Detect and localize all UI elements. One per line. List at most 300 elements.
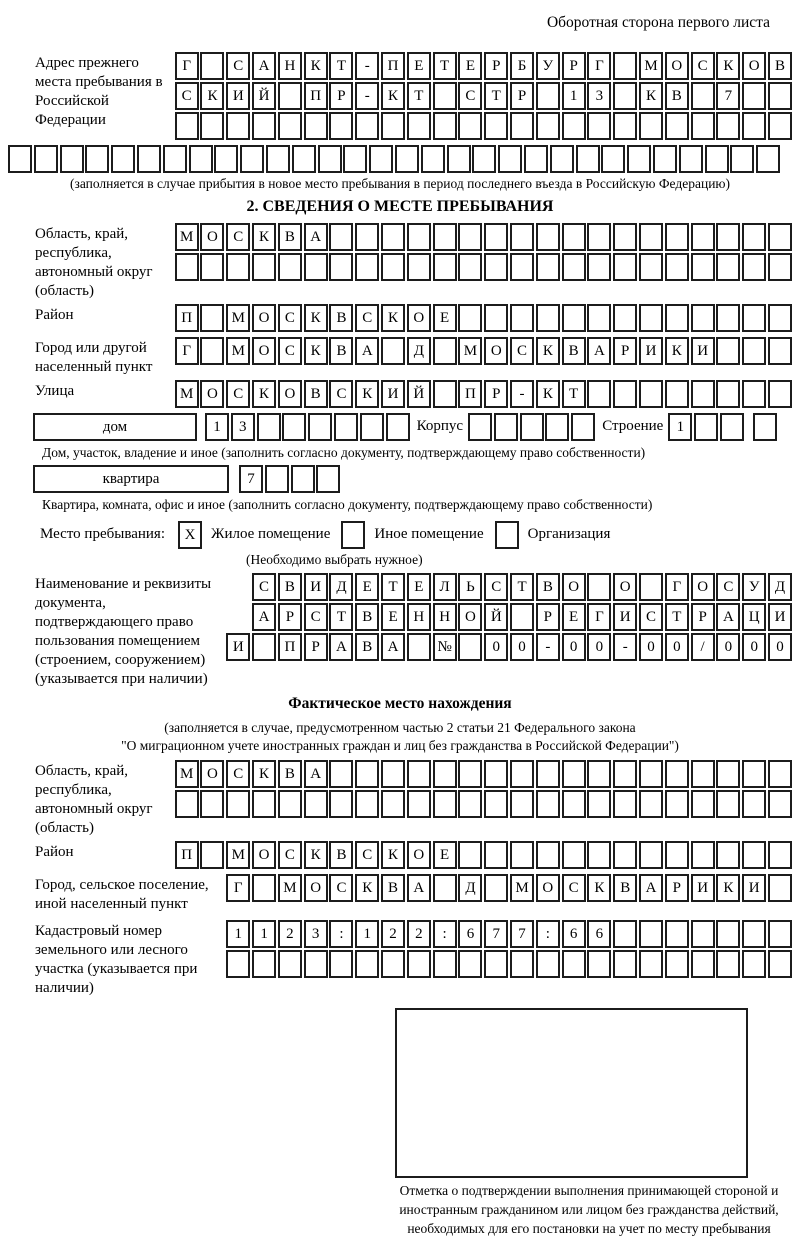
char-box: К [536,380,560,408]
char-box [587,841,611,869]
char-box [536,760,560,788]
char-box: М [175,380,199,408]
char-box: Р [562,52,586,80]
char-box [716,112,740,140]
char-box [665,790,689,818]
char-box: П [175,841,199,869]
char-box [587,253,611,281]
char-box [768,920,792,948]
char-box [587,380,611,408]
char-box [576,145,600,173]
char-box [407,950,431,978]
char-box: 3 [304,920,328,948]
char-box [472,145,496,173]
char-box [175,790,199,818]
char-box [265,465,289,493]
char-box: А [639,874,663,902]
char-box [768,253,792,281]
char-box [278,112,302,140]
actual-city-row [213,874,792,902]
char-box: К [536,337,560,365]
char-box [587,790,611,818]
char-box: Е [407,52,431,80]
char-box [613,841,637,869]
char-box: 2 [278,920,302,948]
char-box: И [768,603,792,631]
char-box: А [587,337,611,365]
confirmation-stamp-box [395,1008,748,1178]
char-box: О [742,52,766,80]
document-row-2 [223,603,792,631]
char-box [85,145,109,173]
char-box: А [252,52,276,80]
char-box: П [458,380,482,408]
char-box [355,790,379,818]
char-box: Е [458,52,482,80]
char-box [562,760,586,788]
street-row [173,380,792,408]
char-box: К [355,380,379,408]
cadastre-cells [223,920,792,980]
char-box [200,112,224,140]
char-box [562,304,586,332]
char-box [691,223,715,251]
char-box [510,760,534,788]
char-box [587,223,611,251]
char-box [562,950,586,978]
char-box [691,112,715,140]
char-box: В [304,380,328,408]
char-box: М [278,874,302,902]
char-box: С [329,874,353,902]
char-box: О [562,573,586,601]
char-box [278,790,302,818]
char-box: О [200,380,224,408]
char-box: О [200,223,224,251]
char-box [742,380,766,408]
char-box [484,112,508,140]
char-box: К [587,874,611,902]
char-box [550,145,574,173]
char-box [742,760,766,788]
char-box: И [226,82,250,110]
char-box [639,841,663,869]
char-box [304,112,328,140]
char-box: О [252,337,276,365]
char-box: Р [484,380,508,408]
char-box: - [613,633,637,661]
house-note: Дом, участок, владение и иное (заполнить согласно документу, подтверждающему право собственности) [42,444,646,460]
char-box [639,223,663,251]
char-box: Р [665,874,689,902]
char-box [458,950,482,978]
char-box [742,337,766,365]
char-box [226,112,250,140]
char-box: Е [433,304,457,332]
section3-note-line1: (заполняется в случае, предусмотренном частью 2 статьи 21 Федерального закона [164,720,636,735]
char-box: Д [329,573,353,601]
char-box [639,253,663,281]
char-box [536,790,560,818]
char-box [742,304,766,332]
char-box [381,112,405,140]
char-box [458,841,482,869]
char-box [627,145,651,173]
char-box [407,790,431,818]
char-box [613,790,637,818]
char-box [304,253,328,281]
char-box: 0 [742,633,766,661]
char-box: С [304,603,328,631]
char-box: О [407,841,431,869]
char-box: А [252,603,276,631]
char-box: Т [433,52,457,80]
char-box: 0 [639,633,663,661]
char-box [691,950,715,978]
char-box: М [226,841,250,869]
char-box: - [355,52,379,80]
char-box [742,253,766,281]
char-box: Д [407,337,431,365]
char-box [433,337,457,365]
char-box [484,950,508,978]
char-box [495,521,519,549]
char-box [768,790,792,818]
char-box [768,874,792,902]
char-box [433,950,457,978]
char-box [665,380,689,408]
char-box [395,145,419,173]
char-box [355,112,379,140]
cadastre-block [8,920,792,998]
char-box: 0 [587,633,611,661]
char-box: Р [329,82,353,110]
char-box [189,145,213,173]
char-box [510,253,534,281]
document-label: Наименование и реквизиты документа, подтверждающего право пользования помещением (строением, сооружением) (указывается при наличии) [35,576,212,687]
char-box [226,950,250,978]
char-box: 0 [716,633,740,661]
char-box: И [226,633,250,661]
char-box: Р [304,633,328,661]
char-box [562,112,586,140]
char-box: М [510,874,534,902]
char-box: / [691,633,715,661]
char-box [355,253,379,281]
char-box: Д [768,573,792,601]
char-box: П [278,633,302,661]
char-box [716,841,740,869]
char-box [252,112,276,140]
stay-option-organization-checkbox [495,521,519,549]
char-box: 7 [510,920,534,948]
city-block [8,337,792,377]
char-box [175,112,199,140]
char-box [613,112,637,140]
char-box [257,413,281,441]
prev-address-block [8,52,792,142]
char-box [691,380,715,408]
char-box: К [304,841,328,869]
char-box [407,760,431,788]
char-box [163,145,187,173]
char-box: С [175,82,199,110]
char-box [691,760,715,788]
char-box [484,841,508,869]
char-box [381,337,405,365]
char-box [665,304,689,332]
char-box: А [304,223,328,251]
char-box: Т [562,380,586,408]
char-box [34,145,58,173]
char-box [742,82,766,110]
char-box [587,760,611,788]
char-box [691,82,715,110]
char-box [768,380,792,408]
char-box [200,304,224,332]
char-box: К [381,841,405,869]
char-box: У [536,52,560,80]
actual-region-row-1 [158,760,792,788]
section3-title: Фактическое место нахождения [288,695,512,712]
char-box [665,760,689,788]
house-row [33,413,792,441]
char-box [639,304,663,332]
char-box [329,223,353,251]
char-box: Г [587,603,611,631]
char-box: Д [458,874,482,902]
char-box [613,920,637,948]
street-block [8,380,792,410]
char-box: К [716,52,740,80]
char-box [691,253,715,281]
char-box: В [278,223,302,251]
char-box [458,253,482,281]
cadastre-row-2 [223,950,792,978]
char-box [613,380,637,408]
char-box: А [329,633,353,661]
char-box: : [536,920,560,948]
char-box [304,950,328,978]
char-box [639,573,663,601]
char-box: С [278,304,302,332]
char-box: С [716,573,740,601]
char-box: О [252,841,276,869]
char-box [278,253,302,281]
char-box: К [716,874,740,902]
char-box [200,337,224,365]
char-box [458,760,482,788]
char-box [226,790,250,818]
char-box [601,145,625,173]
char-box [510,841,534,869]
district-block [8,304,792,334]
char-box [433,253,457,281]
document-row-1 [223,573,792,601]
char-box: М [175,223,199,251]
char-box: : [433,920,457,948]
char-box [587,573,611,601]
char-box [458,112,482,140]
cadastre-row-1 [223,920,792,948]
char-box: С [278,841,302,869]
char-box: Р [278,603,302,631]
char-box [562,223,586,251]
char-box: 1 [668,413,692,441]
region-block [8,223,792,301]
char-box: О [252,304,276,332]
actual-district-block [8,841,792,871]
char-box [587,950,611,978]
char-box [716,337,740,365]
house-number-cells [205,413,410,441]
region-row-1 [173,223,792,251]
char-box [484,790,508,818]
actual-district-label: Район [35,844,74,860]
char-box [536,304,560,332]
actual-region-block [8,760,792,838]
char-box: 1 [355,920,379,948]
char-box: С [355,304,379,332]
char-box [355,950,379,978]
char-box: Б [510,52,534,80]
char-box [716,304,740,332]
char-box [562,253,586,281]
house-type-box: дом [33,413,197,441]
char-box: 1 [562,82,586,110]
char-box [200,52,224,80]
char-box [694,413,718,441]
char-box: 7 [716,82,740,110]
char-box: 1 [252,920,276,948]
char-box [60,145,84,173]
region-label: Область, край, республика, автономный округ (область) [35,225,153,299]
actual-city-cells [213,874,792,904]
char-box: К [639,82,663,110]
char-box: А [304,760,328,788]
char-box [329,253,353,281]
char-box [571,413,595,441]
char-box [355,223,379,251]
char-box [520,413,544,441]
char-box: С [278,337,302,365]
char-box: В [329,841,353,869]
char-box [665,112,689,140]
char-box: И [613,603,637,631]
char-box [665,841,689,869]
char-box: № [433,633,457,661]
char-box [730,145,754,173]
char-box [613,82,637,110]
char-box: Т [484,82,508,110]
char-box [613,760,637,788]
char-box: В [355,633,379,661]
actual-district-cells [158,841,792,871]
char-box: Т [665,603,689,631]
prev-address-label: Адрес прежнего места пребывания в Российской Федерации [35,55,163,128]
stay-type-row [40,521,792,549]
char-box [240,145,264,173]
char-box: 3 [587,82,611,110]
char-box [742,790,766,818]
stroenie-extra-cell [753,413,777,441]
char-box: 1 [205,413,229,441]
prev-address-note: (заполняется в случае прибытия в новое место пребывания в период последнего въезда в Российскую Федерацию) [69,176,731,191]
char-box: Т [329,52,353,80]
actual-city-label: Город, сельское поселение, иной населенный пункт [35,877,209,912]
char-box [613,304,637,332]
stay-option-residential-checkbox [178,521,202,549]
char-box [536,223,560,251]
actual-region-row-2 [158,790,792,818]
document-block [8,573,792,689]
char-box: К [200,82,224,110]
char-box: Р [613,337,637,365]
char-box [665,223,689,251]
char-box: К [381,82,405,110]
char-box [716,790,740,818]
char-box [329,760,353,788]
char-box [613,52,637,80]
city-label: Город или другой населенный пункт [35,339,153,375]
char-box: О [278,380,302,408]
char-box: : [329,920,353,948]
char-box: М [226,304,250,332]
char-box: Е [381,603,405,631]
char-box [494,413,518,441]
char-box [510,223,534,251]
char-box [369,145,393,173]
page-header: Оборотная сторона первого листа [546,14,770,31]
char-box [468,413,492,441]
char-box: Г [587,52,611,80]
char-box [266,145,290,173]
char-box: Ц [742,603,766,631]
city-row [173,337,792,365]
char-box [768,337,792,365]
char-box [639,920,663,948]
char-box [768,950,792,978]
char-box [691,304,715,332]
char-box [587,112,611,140]
char-box: В [613,874,637,902]
char-box [433,760,457,788]
street-label: Улица [35,382,75,399]
char-box [768,304,792,332]
char-box [665,920,689,948]
char-box [433,112,457,140]
stay-type-label: Место пребывания: [40,526,165,542]
confirmation-stamp-note: Отметка о подтверждении выполнения принимающей стороной и иностранным гражданином или лицом без гражданства действий, необходимых для его постановки на учет по месту пребывания [399,1183,779,1236]
char-box: Л [433,573,457,601]
char-box: Е [355,573,379,601]
char-box [753,413,777,441]
char-box [742,920,766,948]
char-box: К [252,223,276,251]
char-box [360,413,384,441]
char-box: А [716,603,740,631]
char-box [318,145,342,173]
char-box: О [665,52,689,80]
char-box [447,145,471,173]
char-box: М [458,337,482,365]
section2-title: 2. СВЕДЕНИЯ О МЕСТЕ ПРЕБЫВАНИЯ [246,197,554,215]
char-box: Р [536,603,560,631]
char-box: С [691,52,715,80]
char-box: С [226,380,250,408]
char-box [716,253,740,281]
char-box [720,413,744,441]
